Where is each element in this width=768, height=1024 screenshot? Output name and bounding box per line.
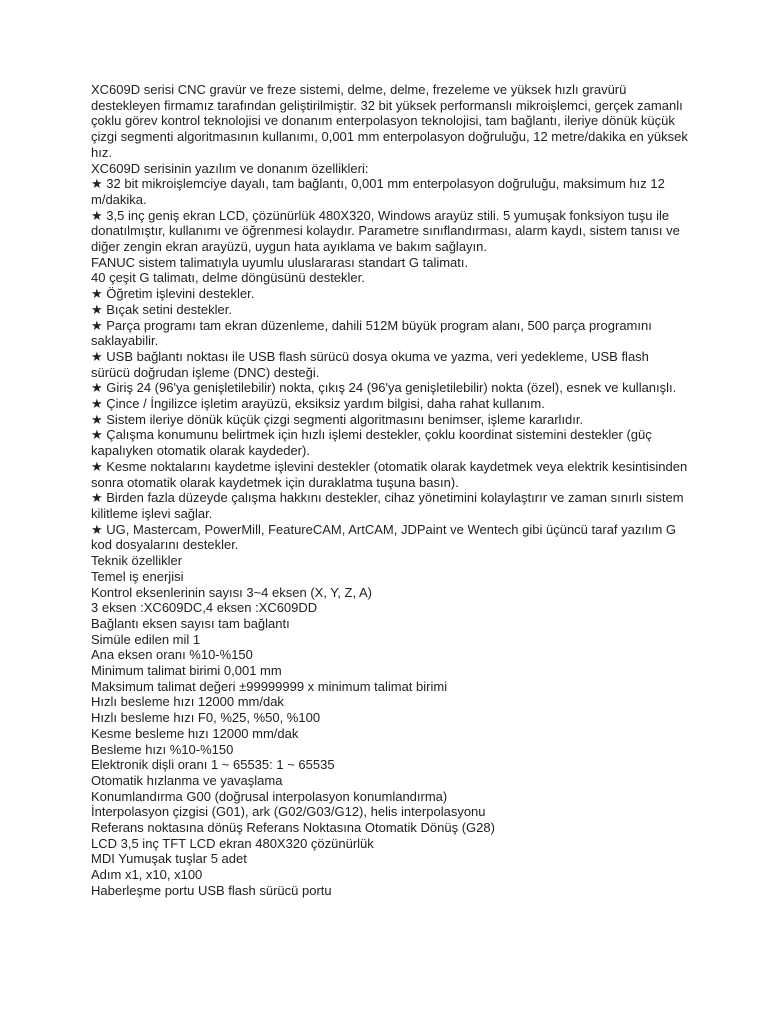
document-line: ★ Çince / İngilizce işletim arayüzü, eksiksiz yardım bilgisi, daha rahat kullanım. (91, 396, 545, 412)
document-line: LCD 3,5 inç TFT LCD ekran 480X320 çözünürlük (91, 835, 374, 851)
document-line: Minimum talimat birimi 0,001 mm (91, 663, 282, 679)
document-line: ★ 32 bit mikroişlemciye dayalı, tam bağlantı, 0,001 mm enterpolasyon doğruluğu, maksimum hız 12 m/dakika. (91, 176, 665, 207)
document-body (91, 82, 691, 899)
document-line: MDI Yumuşak tuşlar 5 adet (91, 851, 247, 867)
document-line: Kontrol eksenlerinin sayısı 3~4 eksen (X, Y, Z, A) (91, 584, 372, 600)
document-line: Bağlantı eksen sayısı tam bağlantı (91, 615, 290, 631)
document-line: ★ Sistem ileriye dönük küçük çizgi segmenti algoritmasını benimser, işleme kararlıdır. (91, 411, 584, 427)
document-line: Adım x1, x10, x100 (91, 867, 203, 883)
document-line: Kesme besleme hızı 12000 mm/dak (91, 725, 299, 741)
document-line: 3 eksen :XC609DC,4 eksen :XC609DD (91, 600, 318, 616)
document-line: ★ Birden fazla düzeyde çalışma hakkını destekler, cihaz yönetimini kolaylaştırır ve zaman sınırlı sistem kilitleme işlevi sağlar. (91, 490, 684, 521)
document-line: Konumlandırma G00 (doğrusal interpolasyon konumlandırma) (91, 788, 448, 804)
document-line: ★ Parça programı tam ekran düzenleme, dahili 512M büyük program alanı, 500 parça programını saklayabilir. (91, 317, 652, 349)
document-line: Elektronik dişli oranı 1 ~ 65535: 1 ~ 65535 (91, 757, 335, 773)
document-line: ★ USB bağlantı noktası ile USB flash sürücü dosya okuma ve yazma, veri yedekleme, USB flash sürücü doğrudan işleme (DNC) desteği. (91, 348, 649, 380)
document-line: Referans noktasına dönüş Referans Noktasına Otomatik Dönüş (G28) (91, 820, 495, 836)
intro-paragraph: XC609D serisi CNC gravür ve freze sistemi, delme, delme, frezeleme ve yüksek hızlı gravürü destekleyen firmamız tarafından geliştirilmiştir. 32 bit yüksek performanslı mikroişlemci, gerçek zamanlı çoklu görev kontrol teknolojisi ve donanım enterpolasyon teknolojisi, tam bağlantı, ileriye dönük küçük çizgi segmenti algoritmasının kullanımı, 0,001 mm enterpolasyon doğruluğu, 12 metre/dakika en yüksek hız. (91, 82, 688, 160)
document-line: ★ Öğretim işlevini destekler. (91, 286, 255, 302)
document-line: ★ UG, Mastercam, PowerMill, FeatureCAM, ArtCAM, JDPaint ve Wentech gibi üçüncü taraf yazılım G kod dosyalarını destekler. (91, 521, 677, 553)
document-line: Besleme hızı %10-%150 (91, 741, 234, 757)
document-line: Maksimum talimat değeri ±99999999 x minimum talimat birimi (91, 678, 448, 694)
document-line: ★ Kesme noktalarını kaydetme işlevini destekler (otomatik olarak kaydetmek veya elektrik kesintisinden sonra otomatik olarak kaydetmek için duraklatma tuşuna basın). (91, 458, 688, 490)
document-line: ★ Giriş 24 (96'ya genişletilebilir) nokta, çıkış 24 (96'ya genişletilebilir) nokta (özel), esnek ve kullanışlı. (91, 380, 677, 396)
document-line: ★ 3,5 inç geniş ekran LCD, çözünürlük 480X320, Windows arayüz stili. 5 yumuşak fonksiyon tuşu ile donatılmıştır, kullanımı ve öğrenmesi kolaydır. Parametre sınıflandırması, alarm kaydı, sistem tanısı ve diğer zengin ekran arayüzü, uygun hata ayıklama ve bakım sağlayın. (91, 207, 680, 255)
document-line: Hızlı besleme hızı F0, %25, %50, %100 (91, 710, 321, 726)
document-line: Ana eksen oranı %10-%150 (91, 647, 253, 663)
document-line: Haberleşme portu USB flash sürücü portu (91, 882, 332, 898)
document-line: FANUC sistem talimatıyla uyumlu uluslararası standart G talimatı. (91, 254, 469, 270)
document-line: Temel iş enerjisi (91, 568, 184, 584)
document-line: Simüle edilen mil 1 (91, 631, 201, 647)
document-line: Otomatik hızlanma ve yavaşlama (91, 772, 283, 788)
document-line: ★ Çalışma konumunu belirtmek için hızlı işlemi destekler, çoklu koordinat sistemini destekler (güç kapalıyken otomatik olarak kaydeder). (91, 427, 652, 459)
document-line: Teknik özellikler (91, 553, 183, 569)
document-line: 40 çeşit G talimatı, delme döngüsünü destekler. (91, 270, 365, 286)
document-line: ★ Bıçak setini destekler. (91, 301, 232, 317)
document-line: Hızlı besleme hızı 12000 mm/dak (91, 694, 284, 710)
document-line: İnterpolasyon çizgisi (G01), ark (G02/G03/G12), helis interpolasyonu (91, 804, 486, 820)
document-line: XC609D serisinin yazılım ve donanım özellikleri: (91, 160, 369, 176)
